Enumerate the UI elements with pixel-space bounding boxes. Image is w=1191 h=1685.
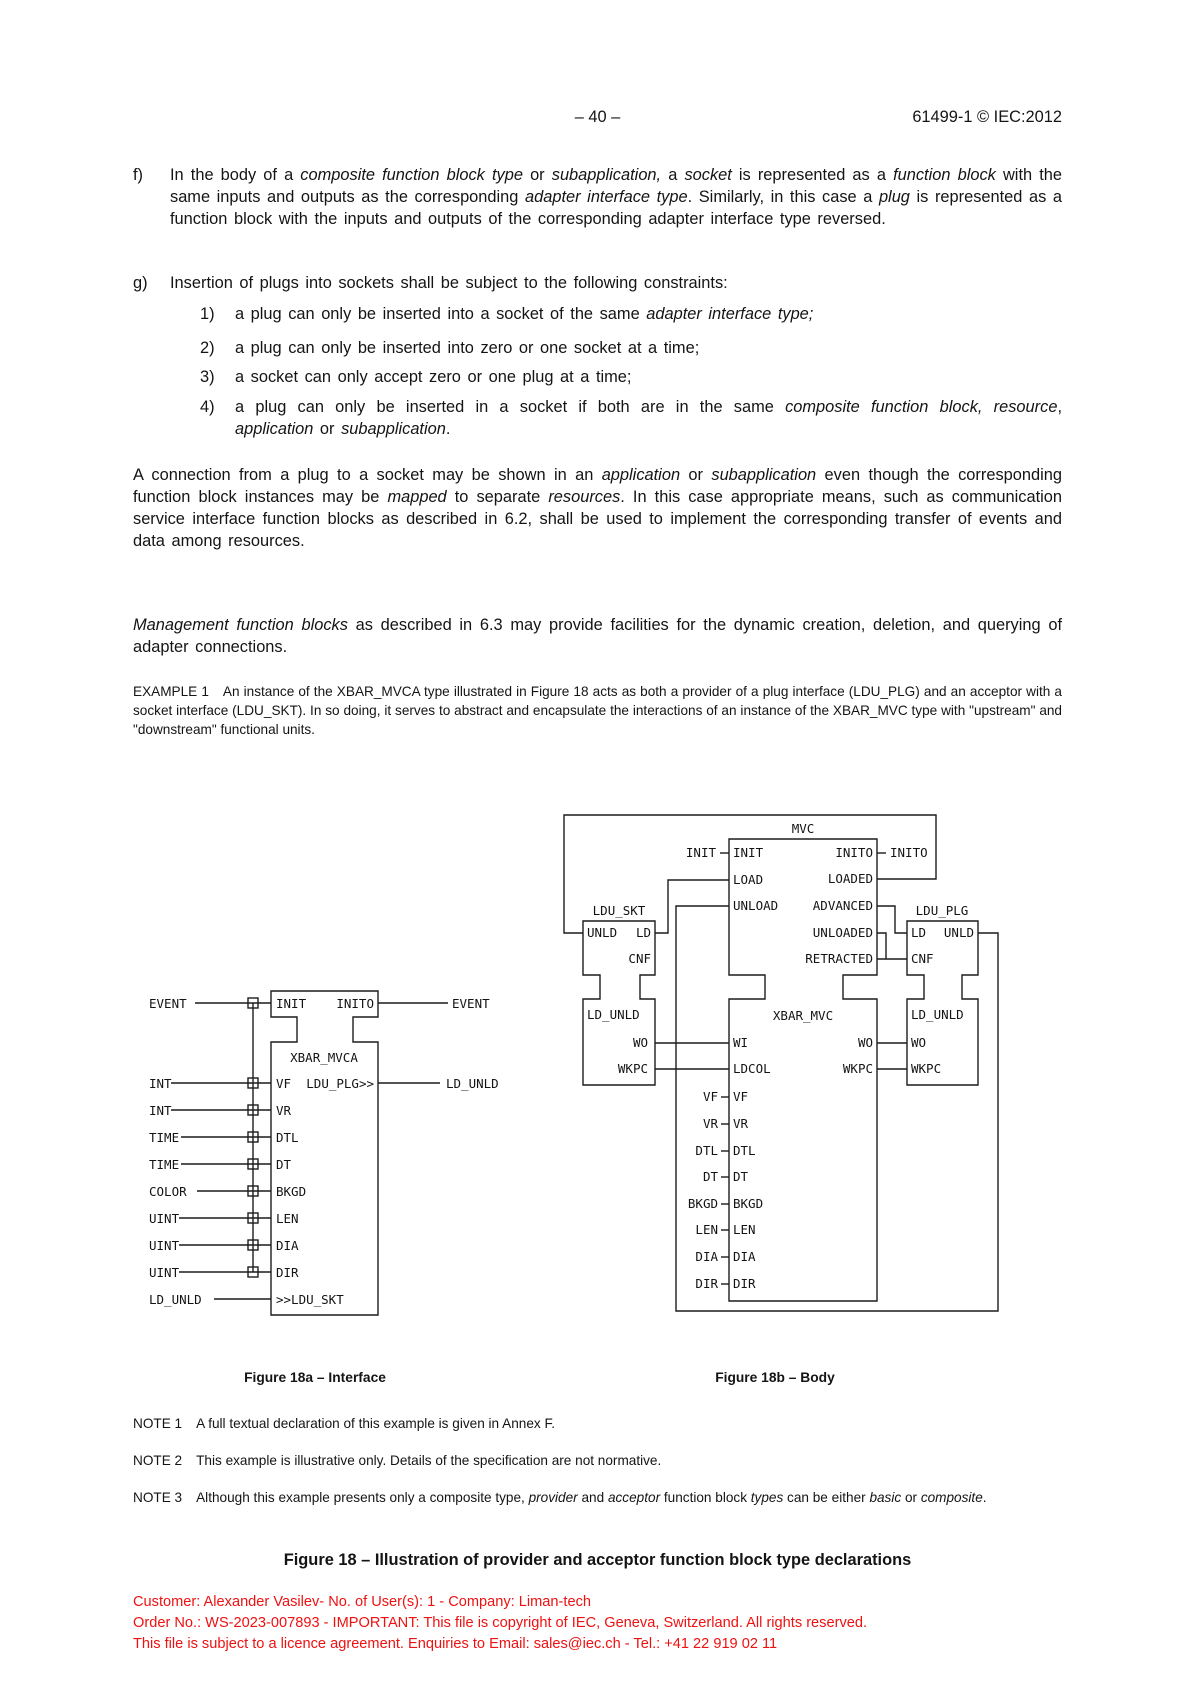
figure-18b-caption: Figure 18b – Body bbox=[715, 1370, 835, 1385]
var-port-label: DIR bbox=[733, 1276, 756, 1291]
event-output-label: LOADED bbox=[827, 871, 873, 886]
socket-cnf-label: CNF bbox=[628, 951, 651, 966]
socket-section-label: LD_UNLD bbox=[587, 1007, 640, 1022]
var-port-label: VF bbox=[733, 1089, 749, 1104]
event-output-label: UNLOADED bbox=[812, 925, 873, 940]
port-label: BKGD bbox=[276, 1184, 307, 1199]
footer-line: This file is subject to a licence agreement. Enquiries to Email: sales@iec.ch - Tel.: +41 22 919 02 11 bbox=[133, 1636, 778, 1652]
constraint-2-text: a plug can only be inserted into zero or one socket at a time; bbox=[235, 339, 700, 357]
ext-inito-label: INITO bbox=[890, 845, 928, 860]
plug-adapter-label: LDU_PLG>> bbox=[306, 1076, 374, 1091]
ext-var-label: DIR bbox=[695, 1276, 718, 1291]
event-input-label: LOAD bbox=[733, 872, 764, 887]
ext-type-label: UINT bbox=[149, 1238, 180, 1253]
figure-18a-labels bbox=[149, 996, 499, 1307]
plug-out-label: UNLD bbox=[943, 925, 974, 940]
paragraph-connection: A connection from a plug to a socket may be shown in an application or subapplication even though the corresponding function block instances may be mapped to separate resources. In this case appropriate means, such as communication service interface function blocks as described in 6.2, shall be used to implement the corresponding transfer of events and data among resources. bbox=[133, 466, 1062, 550]
constraint-item-1 bbox=[200, 303, 1062, 325]
constraint-1-marker: 1) bbox=[200, 305, 215, 323]
plug-section-label: LD_UNLD bbox=[911, 1007, 964, 1022]
var-port-label: BKGD bbox=[733, 1196, 764, 1211]
ext-type-label: COLOR bbox=[149, 1184, 187, 1199]
constraint-1-text: a plug can only be inserted into a socket of the same adapter interface type; bbox=[235, 305, 814, 323]
var-port-label: DIA bbox=[733, 1249, 756, 1264]
data-input-label: LDCOL bbox=[733, 1061, 771, 1076]
ext-var-label: LEN bbox=[695, 1222, 718, 1237]
var-port-label: VR bbox=[733, 1116, 749, 1131]
note-2 bbox=[133, 1451, 1062, 1470]
figure-18-diagrams bbox=[0, 750, 1191, 1335]
port-label: VR bbox=[276, 1103, 292, 1118]
constraint-3-text: a socket can only accept zero or one plug at a time; bbox=[235, 368, 632, 386]
paragraph-f-marker: f) bbox=[133, 166, 144, 184]
port-label: DTL bbox=[276, 1130, 299, 1145]
note-3-text: Although this example presents only a composite type, provider and acceptor function block types can be either basic or composite. bbox=[196, 1490, 987, 1505]
ext-type-label: INT bbox=[149, 1076, 172, 1091]
socket-out-label: LD bbox=[635, 925, 651, 940]
example-1-label: EXAMPLE 1 bbox=[133, 684, 209, 699]
port-label: LEN bbox=[276, 1211, 299, 1226]
plug-cnf-label: CNF bbox=[911, 951, 934, 966]
ext-var-label: DT bbox=[702, 1169, 718, 1184]
port-init-label: INIT bbox=[276, 996, 307, 1011]
constraint-item-3 bbox=[200, 366, 1062, 388]
socket-in-label: UNLD bbox=[587, 925, 618, 940]
plug-in-label: LD bbox=[911, 925, 927, 940]
figure-18a-lines bbox=[171, 991, 448, 1315]
ext-type-label: UINT bbox=[149, 1211, 180, 1226]
note-3-label: NOTE 3 bbox=[133, 1490, 183, 1505]
ext-var-label: BKGD bbox=[687, 1196, 718, 1211]
socket-wkpc-label: WKPC bbox=[617, 1061, 648, 1076]
fb-instance-name: MVC bbox=[791, 821, 815, 836]
note-2-text: This example is illustrative only. Details of the specification are not normative. bbox=[196, 1453, 662, 1468]
socket-wo-label: WO bbox=[632, 1035, 648, 1050]
note-2-label: NOTE 2 bbox=[133, 1453, 183, 1468]
port-label: DIR bbox=[276, 1265, 299, 1280]
event-input-label: UNLOAD bbox=[733, 898, 779, 913]
page-header bbox=[133, 108, 1062, 130]
fb-type-name: XBAR_MVCA bbox=[290, 1050, 358, 1065]
data-output-label: WO bbox=[857, 1035, 873, 1050]
note-1-label: NOTE 1 bbox=[133, 1416, 183, 1431]
port-label: DT bbox=[276, 1157, 292, 1172]
paragraph-f-text: In the body of a composite function block type or subapplication, a socket is represented as a function block with the same inputs and outputs as the corresponding adapter interface type. Similarly, in this case a plug is represented as a function block with the inputs and outputs of the corresponding adapter interface type reversed. bbox=[170, 166, 1063, 228]
example-1-text: An instance of the XBAR_MVCA type illustrated in Figure 18 acts as both a provider of a plug interface (LDU_PLG) and an acceptor with a socket interface (LDU_SKT). In so doing, it serves to abstract and encapsulate the interactions of an instance of the XBAR_MVC type with "upstream" and "downstream" functional units. bbox=[133, 684, 1062, 737]
note-3 bbox=[133, 1488, 1062, 1507]
note-1 bbox=[133, 1414, 1062, 1433]
paragraph-management: Management function blocks as described in 6.3 may provide facilities for the dynamic creation, deletion, and querying of adapter connections. bbox=[133, 616, 1062, 656]
ext-var-label: DIA bbox=[695, 1249, 718, 1264]
figure-18a-caption: Figure 18a – Interface bbox=[244, 1370, 386, 1385]
ext-event-out-label: EVENT bbox=[452, 996, 490, 1011]
ext-init-label: INIT bbox=[685, 845, 716, 860]
socket-block-title: LDU_SKT bbox=[592, 903, 646, 918]
socket-port-label: >>LDU_SKT bbox=[276, 1292, 344, 1307]
ext-type-label: UINT bbox=[149, 1265, 180, 1280]
page-number: – 40 – bbox=[574, 108, 621, 126]
constraint-4-marker: 4) bbox=[200, 398, 215, 416]
example-1 bbox=[133, 682, 1062, 739]
plug-wo-label: WO bbox=[911, 1035, 927, 1050]
ext-type-label: TIME bbox=[149, 1157, 180, 1172]
document-reference: 61499-1 © IEC:2012 bbox=[912, 108, 1062, 126]
ext-var-label: VF bbox=[702, 1089, 718, 1104]
fb-type-name: XBAR_MVC bbox=[772, 1008, 834, 1023]
var-port-label: LEN bbox=[733, 1222, 756, 1237]
constraint-item-4 bbox=[200, 396, 1062, 440]
event-output-label: INITO bbox=[835, 845, 873, 860]
paragraph-f bbox=[133, 164, 1062, 230]
ext-type-label: INT bbox=[149, 1103, 172, 1118]
constraint-item-2 bbox=[200, 337, 1062, 359]
var-port-label: DT bbox=[733, 1169, 749, 1184]
ext-type-label: TIME bbox=[149, 1130, 180, 1145]
note-1-text: A full textual declaration of this example is given in Annex F. bbox=[196, 1416, 556, 1431]
port-label: DIA bbox=[276, 1238, 299, 1253]
paragraph-g-text: Insertion of plugs into sockets shall be subject to the following constraints: bbox=[170, 274, 728, 292]
data-input-label: WI bbox=[733, 1035, 749, 1050]
licence-footer bbox=[133, 1592, 1113, 1655]
plug-block-title: LDU_PLG bbox=[915, 903, 969, 918]
paragraph-g bbox=[133, 272, 1062, 294]
data-output-label: WKPC bbox=[842, 1061, 873, 1076]
event-input-label: INIT bbox=[733, 845, 764, 860]
ext-var-label: VR bbox=[702, 1116, 718, 1131]
event-output-label: RETRACTED bbox=[805, 951, 873, 966]
ext-var-label: DTL bbox=[695, 1143, 718, 1158]
figure-18-title: Figure 18 – Illustration of provider and acceptor function block type declarations bbox=[283, 1551, 912, 1569]
plug-ext-label: LD_UNLD bbox=[446, 1076, 499, 1091]
socket-ext-label: LD_UNLD bbox=[149, 1292, 202, 1307]
plug-wkpc-label: WKPC bbox=[911, 1061, 942, 1076]
ext-event-in-label: EVENT bbox=[149, 996, 187, 1011]
figure-18b-labels bbox=[587, 821, 974, 1291]
footer-line: Customer: Alexander Vasilev- No. of User(s): 1 - Company: Liman-tech bbox=[133, 1594, 591, 1610]
constraint-3-marker: 3) bbox=[200, 368, 215, 386]
paragraph-g-marker: g) bbox=[133, 274, 148, 292]
port-label: VF bbox=[276, 1076, 292, 1091]
port-inito-label: INITO bbox=[336, 996, 374, 1011]
var-port-label: DTL bbox=[733, 1143, 756, 1158]
constraint-4-text: a plug can only be inserted in a socket if both are in the same composite function block, resource, application or subapplication. bbox=[235, 398, 1062, 438]
footer-line: Order No.: WS-2023-007893 - IMPORTANT: This file is copyright of IEC, Geneva, Switzerland. All rights reserved. bbox=[133, 1615, 868, 1631]
constraint-2-marker: 2) bbox=[200, 339, 215, 357]
event-output-label: ADVANCED bbox=[812, 898, 873, 913]
